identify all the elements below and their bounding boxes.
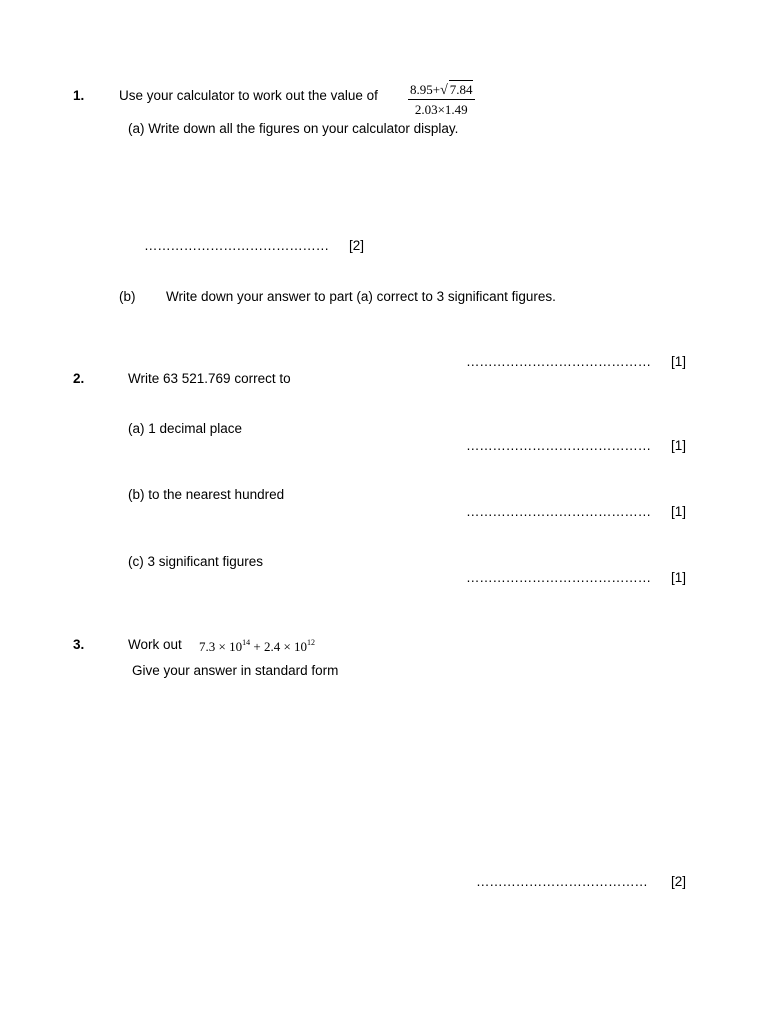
q2-part-b: (b) to the nearest hundred (128, 487, 285, 502)
q2-part-a-answer-line[interactable]: …………………………………… (466, 438, 651, 453)
q1-numerator-root: 7.84 (449, 82, 473, 97)
q3-marks: [2] (671, 874, 687, 889)
q1-fraction (408, 80, 475, 118)
q2-part-c: (c) 3 significant figures (128, 554, 264, 569)
q3-text: Work out (128, 637, 182, 652)
q1-fraction-denominator: 2.03×1.49 (414, 102, 468, 117)
q3-expr-b-coef: 2.4 × 10 (263, 639, 308, 654)
q3-instruction: Give your answer in standard form (132, 663, 339, 678)
q3-number: 3. (73, 637, 85, 652)
q1-part-a: (a) Write down all the figures on your calculator display. (128, 121, 459, 136)
q2-number: 2. (73, 371, 85, 386)
q2-part-c-marks: [1] (671, 570, 687, 585)
q1-numerator-a: 8.95+ (410, 82, 441, 97)
q3-expr-op: + (250, 639, 264, 654)
q1-part-a-marks: [2] (349, 238, 365, 253)
q3-answer-line[interactable]: ………………………………… (476, 874, 648, 889)
q3-expr-a-coef: 7.3 × 10 (199, 639, 243, 654)
q1-text: Use your calculator to work out the value of (119, 88, 378, 103)
q1-part-b-label: (b) (119, 289, 136, 304)
q1-fraction-numerator (408, 80, 475, 100)
sqrt-icon: √ (440, 83, 448, 98)
q2-part-b-marks: [1] (671, 504, 687, 519)
q3-expr-a-exp: 14 (242, 638, 251, 647)
q1-part-a-answer-line[interactable]: …………………………………… (144, 238, 329, 253)
q2-part-a-marks: [1] (671, 438, 687, 453)
q1-part-b-marks: [1] (671, 354, 687, 369)
q1-part-b-text: Write down your answer to part (a) correct to 3 significant figures. (166, 289, 556, 304)
q1-part-b-answer-line[interactable]: …………………………………… (466, 354, 651, 369)
q1-number: 1. (73, 88, 85, 103)
q2-part-c-answer-line[interactable]: …………………………………… (466, 570, 651, 585)
q3-expression (199, 638, 315, 655)
q2-part-b-answer-line[interactable]: …………………………………… (466, 504, 651, 519)
q3-expr-b-exp: 12 (307, 638, 316, 647)
q2-part-a: (a) 1 decimal place (128, 421, 243, 436)
q2-text: Write 63 521.769 correct to (128, 371, 291, 386)
